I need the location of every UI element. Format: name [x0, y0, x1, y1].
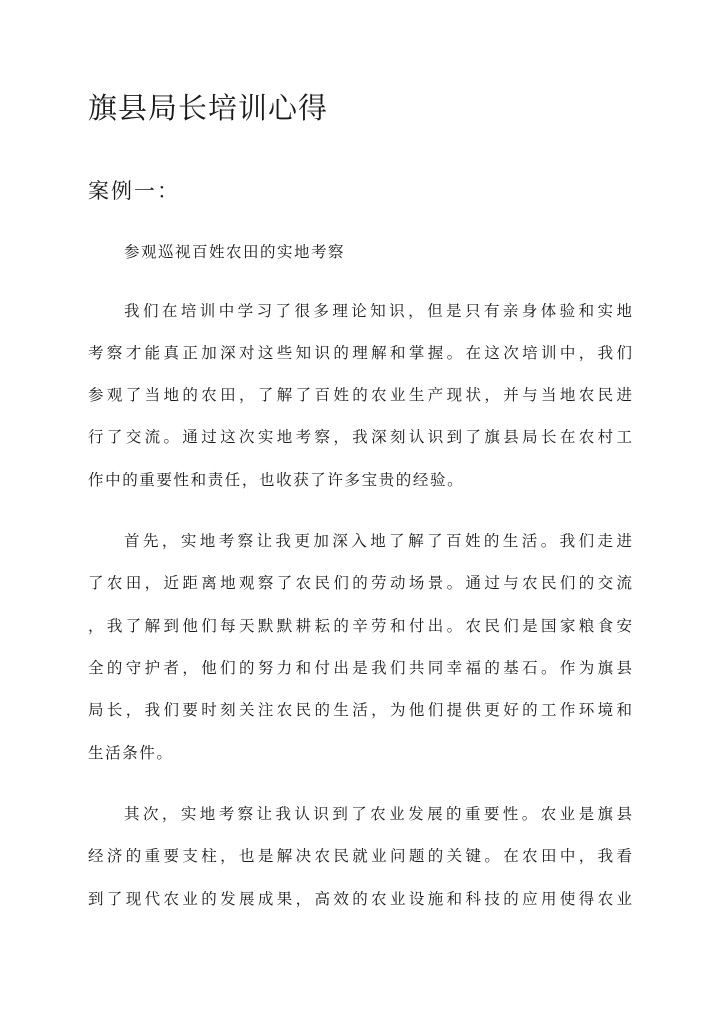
paragraph-line: 到了现代农业的发展成果，高效的农业设施和科技的应用使得农业	[88, 890, 632, 908]
document-title: 旗县局长培训心得	[88, 91, 329, 125]
case-subtitle: 参观巡视百姓农田的实地考察	[124, 243, 346, 261]
paragraph-line: 生活条件。	[88, 744, 174, 762]
paragraph-line: 我们在培训中学习了很多理论知识，但是只有亲身体验和实地	[124, 302, 632, 320]
paragraph-line: 考察才能真正加深对这些知识的理解和掌握。在这次培训中，我们	[88, 344, 632, 362]
paragraph-line: 经济的重要支柱，也是解决农民就业问题的关键。在农田中，我看	[88, 847, 632, 865]
paragraph-line: 其次，实地考察让我认识到了农业发展的重要性。农业是旗县	[124, 805, 632, 823]
paragraph-line: 全的守护者，他们的努力和付出是我们共同幸福的基石。作为旗县	[88, 659, 632, 677]
paragraph-line: 参观了当地的农田，了解了百姓的农业生产现状，并与当地农民进	[88, 386, 632, 404]
paragraph-line: 局长，我们要时刻关注农民的生活，为他们提供更好的工作环境和	[88, 701, 632, 719]
paragraph-line: 作中的重要性和责任，也收获了许多宝贵的经验。	[88, 471, 465, 489]
paragraph-line: ，我了解到他们每天默默耕耘的辛劳和付出。农民们是国家粮食安	[88, 617, 632, 635]
paragraph-line: 了农田，近距离地观察了农民们的劳动场景。通过与农民们的交流	[88, 574, 632, 592]
paragraph-line: 首先，实地考察让我更加深入地了解了百姓的生活。我们走进	[124, 532, 632, 550]
section-heading: 案例一：	[88, 179, 180, 203]
paragraph-line: 行了交流。通过这次实地考察，我深刻认识到了旗县局长在农村工	[88, 428, 632, 446]
